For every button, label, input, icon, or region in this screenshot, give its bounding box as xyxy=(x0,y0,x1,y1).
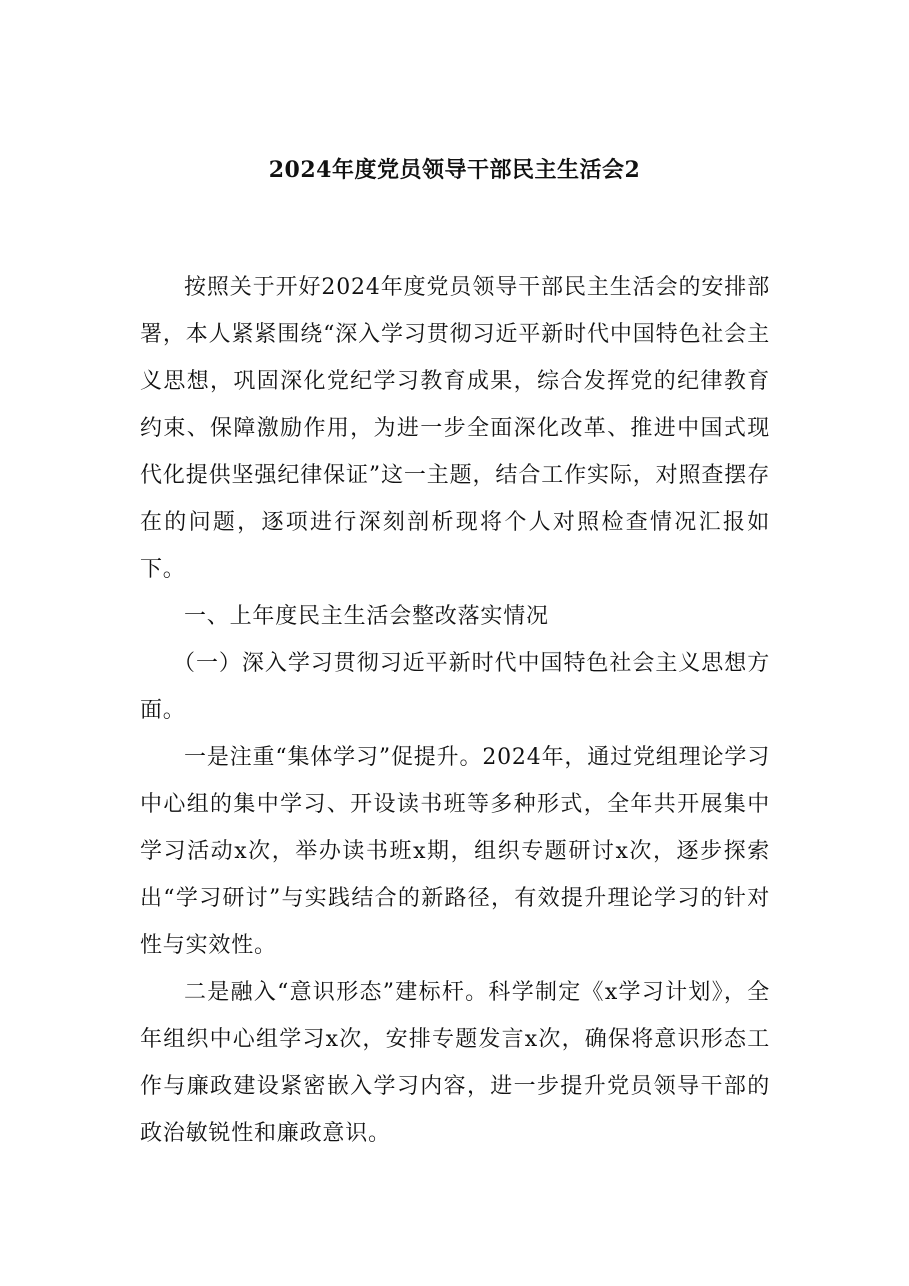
document-body xyxy=(140,264,770,1157)
section-heading-1: 一、上年度民主生活会整改落实情况 xyxy=(184,604,549,629)
intro-paragraph: 按照关于开好2024年度党员领导干部民主生活会的安排部署，本人紧紧围绕“深入学习贯彻习近平新时代中国特色社会主义思想，巩固深化党纪学习教育成果，综合发挥党的纪律教育约束、保障激励作用，为进一步全面深化改革、推进中国式现代化提供坚强纪律保证”这一主题，结合工作实际，对照查摆存在的问题，逐项进行深刻剖析现将个人对照检查情况汇报如下。 xyxy=(140,275,770,582)
subsection-heading-1: （一）深入学习贯彻习近平新时代中国特色社会主义思想方面。 xyxy=(140,651,770,723)
point-two-paragraph: 二是融入“意识形态”建标杆。科学制定《x学习计划》，全年组织中心组学习x次，安排专题发言x次，确保将意识形态工作与廉政建设紧密嵌入学习内容，进一步提升党员领导干部的政治敏锐性和廉政意识。 xyxy=(140,980,770,1146)
document-title: 2024年度党员领导干部民主生活会2 xyxy=(268,157,641,183)
point-one-paragraph: 一是注重“集体学习”促提升。2024年，通过党组理论学习中心组的集中学习、开设读书班等多种形式，全年共开展集中学习活动x次，举办读书班x期，组织专题研讨x次，逐步探索出“学习研讨”与实践结合的新路径，有效提升理论学习的针对性与实效性。 xyxy=(140,745,770,958)
